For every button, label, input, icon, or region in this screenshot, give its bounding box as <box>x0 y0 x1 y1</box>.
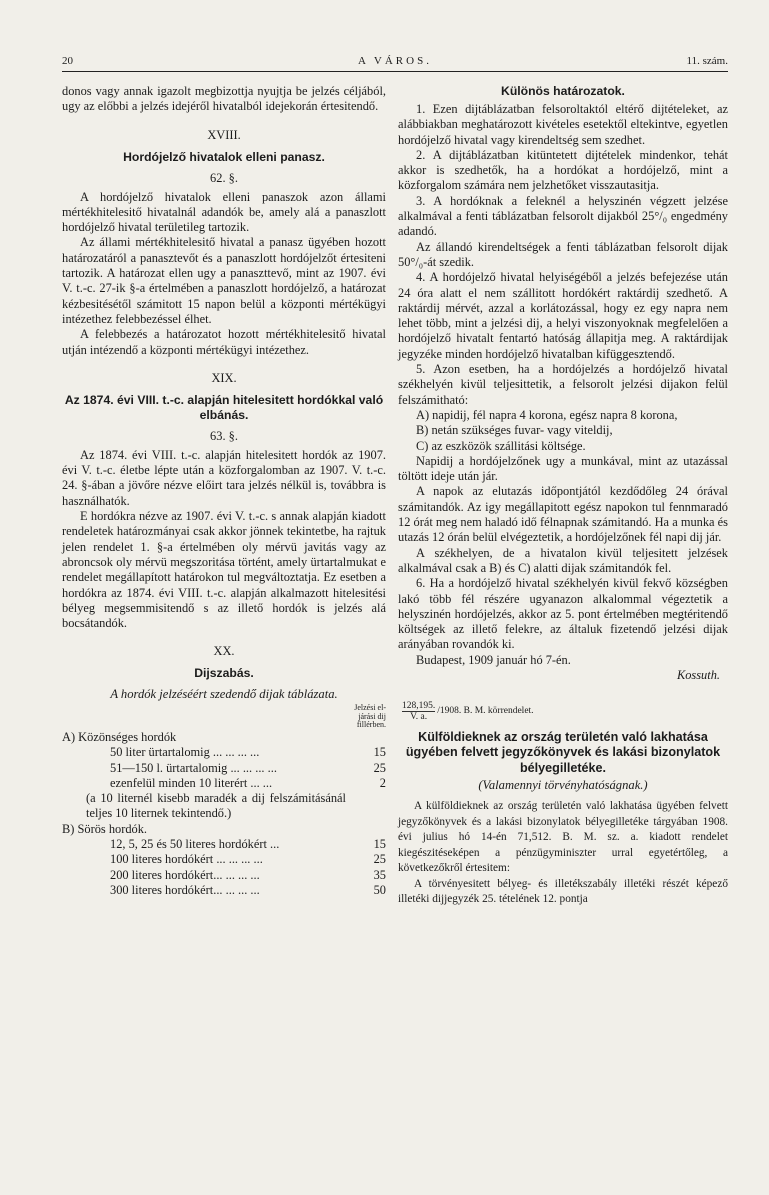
section-roman-xviii: XVIII. <box>207 127 241 142</box>
provision-paragraph: 3. A hordóknak a feleknél a helyszinén végzett jelzése alkalmával a fenti táblázatban felsorolt dijakból 25°/₀ engedmény adandó. <box>398 193 728 239</box>
heading-xx: Dijszabás. <box>194 666 254 681</box>
row-value: 15 <box>373 745 386 760</box>
row-value: 50 <box>373 882 386 897</box>
row-label: 300 literes hordókért... ... ... ... <box>110 882 260 897</box>
fee-column-header: Jelzési el-járási dij fillérben. <box>354 703 386 730</box>
provision-item-c: C) az eszközök szállitási költsége. <box>416 438 586 453</box>
left-column <box>62 84 386 898</box>
paragraph-62-3: A felebbezés a határozatot hozott mértékhitelesitő hivatal utján intézendő a központi mértékügyi intézethez. <box>62 327 386 357</box>
reference-suffix: /1908. B. M. körrendelet. <box>437 706 534 717</box>
paragraph-62-1: A hordójelző hivatalok elleni panaszok azon állami mértékhitelesitő hivatalnál adandók be, amely alá a panaszlott hordójelző hivatal területileg tartozik. <box>62 189 386 235</box>
provision-item-b: B) netán szükséges fuvar- vagy viteldij, <box>416 423 613 438</box>
provision-paragraph: Az állandó kirendeltségek a fenti táblázatban felsorolt dijak 50°/₀-át szedik. <box>398 239 728 269</box>
provision-paragraph: A székhelyen, de a hivatalon kivül teljesitett jelzések alkalmával csak a B) és C) alatti dijak számitandók fel. <box>398 545 728 575</box>
article-subtitle: (Valamennyi törvényhatóságnak.) <box>478 778 648 793</box>
section-number-63: 63. §. <box>210 428 238 443</box>
category-a-label: A) Közönséges hordók <box>62 729 177 744</box>
category-a-note: (a 10 liternél kisebb maradék a dij felszámitásánál teljes 10 liternek tekintendő.) <box>86 791 346 821</box>
article-heading: Külföldieknek az ország területén való lakhatása ügyében felvett jegyzőkönyvek és lakási bizonylatok bélyegilletéke. <box>405 729 721 775</box>
provision-paragraph: 4. A hordójelző hivatal helyiségéből a jelzés befejezése után 24 óra alatt el nem szállitott hordókért raktárdij szedhető. A raktárdij mérvét, azzal a korlátozással, hogy ez egy napra nem lehet több, mint a jelzési dij, a helyi viszonyoknak megfelelően a hordójelző hivatalt fentartó hatóság állapitja meg. A raktárdijak jegyzéke minden hordójelző hivatalban kifüggesztendő. <box>398 270 728 361</box>
row-value: 15 <box>373 837 386 851</box>
table-row <box>62 837 386 852</box>
header-rule <box>62 71 728 72</box>
row-label: 200 literes hordókért... ... ... ... <box>110 867 260 882</box>
row-value: 35 <box>373 867 386 882</box>
table-row <box>62 761 386 776</box>
section-number-62: 62. §. <box>210 170 238 185</box>
date-line: Budapest, 1909 január hó 7-én. <box>416 652 571 667</box>
article-paragraph-1: A külföldieknek az ország területén való lakhatása ügyében felvett jegyzőkönyvek és a lakási bizonylatok bélyegilletéke tárgyában 1908. évi julius hó 14-én 71,512. B. M. sz. a. kiadott rendelet kiegészitéseképen a pénzügyminiszter urral egyetértőleg, a következőkről értesitem: <box>398 800 728 875</box>
provision-paragraph: A napok az elutazás időpontjától kezdődőleg 24 órával számitandók. Az igy megállapitott egész napokon tul fennmaradó 12 órát meg nem haladó idő félnapnak számitandó. Ha a munka és utazás 12 órán belül elvégeztetik, a hordójelzőnek fél napi dij jár. <box>398 484 728 545</box>
fee-table <box>62 704 386 898</box>
row-value: 25 <box>373 760 386 775</box>
paragraph-62-2: Az állami mértékhitelesitő hivatal a panasz ügyében hozott határozatáról a panasztevőt és a panaszlott hordójelzőt értesiteni tartozik. A határozat ellen ugy a panaszttevő, mint az 1907. évi V. t.-c. 27-ik §-a értelmében a panaszlott hordójelző, a határozat kézbesitésétől számitott 15 napon belül a központi mértékügyi intézethez felebbezéssel élhet. <box>62 235 386 326</box>
row-label: 100 literes hordókért ... ... ... ... <box>110 852 263 867</box>
section-roman-xix: XIX. <box>211 370 237 385</box>
table-row <box>62 745 386 760</box>
provision-paragraph: 2. A dijtáblázatban kitüntetett dijtételek mindenkor, tehát akkor is szedhetők, ha a hordókat a hordójelző, mint a közforgalom számára nem jelzhetőket visszautasitja. <box>398 147 728 193</box>
category-b-label: B) Sörös hordók. <box>62 821 148 836</box>
table-row <box>62 868 386 883</box>
row-label: 12, 5, 25 és 50 literes hordókért ... <box>110 837 280 851</box>
paragraph-63-2: E hordókra nézve az 1907. évi V. t.-c. s annak alapján kiadott rendeletek határozmányai csak akkor jönnek tekintetbe, ha rajtuk jelen rendelet 1. §-a értelmében oly mérvü javitás vagy az abroncsok oly mérvü megszoritása történt, amely ürtartalmukat e rendelet megállapított határokon tul megváltoztatja. Ez esetben a hordókra az 1874. évi VIII. t.-c. alapján alkalmazott hitelesitési bélyeg megsemmisitendő s az illető hordók is jelzés alá bocsátandók. <box>62 509 386 631</box>
decree-reference <box>402 701 728 722</box>
page-header <box>62 55 728 71</box>
provision-item-a: A) napidij, fél napra 4 korona, egész napra 8 korona, <box>416 407 678 422</box>
section-roman-xx: XX. <box>213 644 235 659</box>
intro-paragraph: donos vagy annak igazolt megbizottja nyujtja be jelzés céljából, ugy az előbbi a jelzés idejéről hivatalból idejekorán értesitendő. <box>62 84 386 114</box>
page-number: 20 <box>62 55 73 67</box>
table-row <box>62 852 386 867</box>
heading-xix: Az 1874. évi VIII. t.-c. alapján hitelesitett hordókkal való elbánás. <box>64 392 384 422</box>
heading-xviii: Hordójelző hivatalok elleni panasz. <box>123 149 325 164</box>
fee-table-title: A hordók jelzéséért szedendő dijak táblázata. <box>110 687 338 702</box>
row-label: ezenfelül minden 10 literért ... ... <box>110 775 273 790</box>
table-row <box>62 883 386 898</box>
signature: Kossuth. <box>676 667 720 682</box>
row-label: 51—150 l. ürtartalomig ... ... ... ... <box>110 760 277 775</box>
provision-paragraph: Napidij a hordójelzőnek ugy a munkával, mint az utazással töltött ideje után jár. <box>398 453 728 484</box>
row-value: 25 <box>373 852 386 867</box>
table-row <box>62 776 386 791</box>
journal-title: A VÁROS. <box>358 55 432 67</box>
reference-number <box>402 701 435 722</box>
reference-denominator: V. a. <box>410 711 428 722</box>
issue-number: 11. szám. <box>686 55 728 67</box>
right-column <box>398 84 728 907</box>
provision-paragraph: 1. Ezen dijtáblázatban felsoroltaktól eltérő dijtételeket, az alábbiakban meghatározott kivételes esetektől eltekintve, egyetlen hordójelző hivatal vagy kirendeltség sem szedhet. <box>398 102 728 147</box>
provision-paragraph: 5. Azon esetben, ha a hordójelzés a hordójelző hivatal székhelyén kivül teljesittetik, a felsorolt jelzési dijakon felül felszámitható: <box>398 362 728 407</box>
paragraph-63-1: Az 1874. évi VIII. t.-c. alapján hitelesitett hordók az 1907. évi V. t.-c. életbe lépte után a közforgalomban az 1907. V. t.-c. 24. §-ában a jövőre nézve előirt tara jelzés nélkül is, továbbra is használhatók. <box>62 447 386 508</box>
row-label: 50 liter ürtartalomig ... ... ... ... <box>110 745 260 760</box>
heading-special-provisions: Különös határozatok. <box>501 84 625 98</box>
row-value: 2 <box>379 775 386 790</box>
provision-paragraph: 6. Ha a hordójelző hivatal székhelyén kivül fekvő községben lakó több fél részére ugyanazon alkalommal végeztetik a helyszinén hordójelzés, akkor az 5. pont értelmében megtéritendő költségek az illető felekre, az általuk fizetendő jelzési dijak arányában rovandók ki. <box>398 576 728 652</box>
article-paragraph-2: A törvényesitett bélyeg- és illetékszabály illetéki részét képező illetéki dijjegyzék 25. tételének 12. pontja <box>398 877 728 905</box>
reference-numerator: 128,195. <box>402 700 436 711</box>
